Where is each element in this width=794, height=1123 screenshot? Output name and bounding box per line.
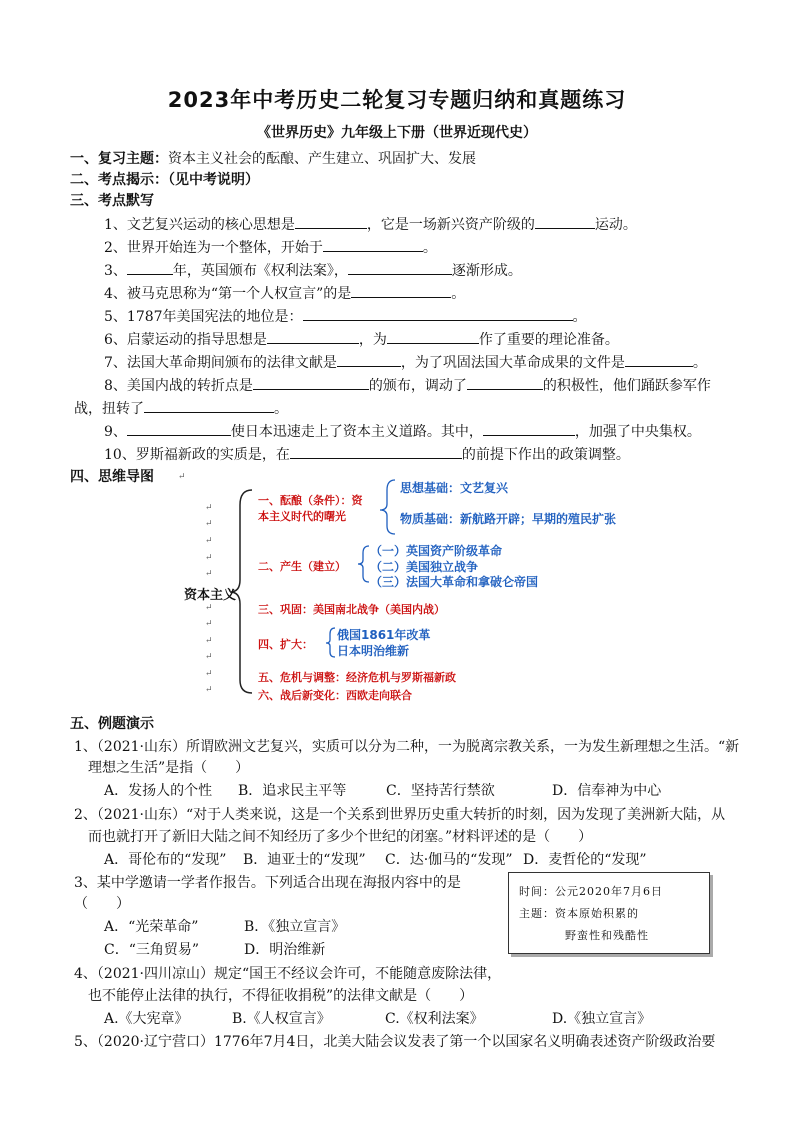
return-arrow-icon: ↵ (178, 472, 186, 482)
mindmap-brace-b4 (326, 628, 335, 657)
mindmap-b4-sub2: 日本明治维新 (337, 644, 410, 658)
return-arrow-icon: ↵ (205, 603, 213, 613)
mindmap-b4-sub1: 俄国1861年改革 (337, 628, 431, 642)
question-5: 5、（2020·辽宁营口）1776年7月4日，北美大陆会议发表了第一个以国家名义明确表述资产阶级政治要 (74, 1034, 716, 1050)
fill-item-2: 2、世界开始连为一个整体，开始于 。 (104, 237, 437, 257)
return-arrow-icon: ↵ (205, 569, 213, 579)
question-4-option-a[interactable]: A.《大宪章》 (104, 1011, 189, 1027)
question-1-option-d[interactable]: D．信奉神为中心 (552, 783, 662, 799)
mindmap-branch-4: 四、扩大： (258, 638, 313, 651)
section-1-heading: 一、复习主题： (70, 151, 168, 167)
mindmap-root: 资本主义 (184, 588, 237, 603)
fill-item-4: 4、被马克思称为“第一个人权宣言”的是 。 (104, 283, 465, 303)
return-arrow-icon: ↵ (205, 536, 213, 546)
fill-item-3: 3、 年，英国颁布《权利法案》， 逐渐形成。 (104, 260, 522, 280)
question-3: 3、某中学邀请一学者作报告。下列适合出现在海报内容中的是 (74, 875, 461, 891)
return-arrow-icon: ↵ (205, 553, 213, 563)
return-arrow-icon: ↵ (205, 519, 213, 529)
page-title: 2023年中考历史二轮复习专题归纳和真题练习 (167, 88, 627, 112)
question-1-cont: 理想之生活”是指（ ） (88, 760, 250, 776)
question-3-option-d[interactable]: D．明治维新 (244, 942, 326, 958)
question-1: 1、（2021·山东）所谓欧洲文艺复兴，实质可以分为二种，一为脱离宗教关系，一为发生新理想之生活。“新 (74, 739, 740, 755)
poster-box (508, 872, 710, 954)
question-2: 2、（2021·山东）“对于人类来说，这是一个关系到世界历史重大转折的时刻，因为发现了美洲新大陆，从 (74, 807, 726, 823)
question-1-option-a[interactable]: A．发扬人的个性 (104, 783, 213, 799)
fill-item-6: 6、启蒙运动的指导思想是 ，为 作了重要的理论准备。 (104, 329, 619, 349)
mindmap-branch-1: 一、酝酿（条件）：资 (258, 494, 363, 507)
return-arrow-icon: ↵ (205, 503, 213, 513)
fill-item-5: 5、1787年美国宪法的地位是： 。 (104, 306, 587, 326)
question-3-cont: （ ） (74, 896, 130, 912)
mindmap-brace-b1 (380, 480, 395, 534)
question-3-option-a[interactable]: A．“光荣革命” (104, 919, 199, 935)
page-subtitle: 《世界历史》九年级上下册（世界近现代史） (257, 125, 537, 141)
mindmap-branch-1-cont: 本主义时代的曙光 (258, 510, 346, 523)
question-4-option-b[interactable]: B.《人权宣言》 (232, 1011, 331, 1027)
fill-item-8: 8、美国内战的转折点是 的颁布，调动了 的积极性，他们踊跃参军作 (104, 375, 711, 395)
fill-item-9: 9、 使日本迅速走上了资本主义道路。其中， ，加强了中央集权。 (104, 421, 701, 441)
mindmap-b1-sub2: 物质基础：新航路开辟；早期的殖民扩张 (400, 512, 617, 526)
mindmap-branch-5: 五、危机与调整：经济危机与罗斯福新政 (258, 671, 456, 684)
section-1-body: 资本主义社会的酝酿、产生建立、巩固扩大、发展 (168, 151, 476, 167)
question-4-option-c[interactable]: C.《权利法案》 (385, 1011, 484, 1027)
poster-line-1: 时间：公元2020年7月6日 (519, 885, 663, 898)
question-1-option-b[interactable]: B．追求民主平等 (238, 783, 347, 799)
mindmap-b2-sub2: （二）美国独立战争 (370, 560, 479, 574)
return-arrow-icon: ↵ (205, 685, 213, 695)
section-2: 二、考点揭示：（见中考说明） (70, 172, 259, 188)
question-1-option-c[interactable]: C．坚持苦行禁欲 (386, 783, 495, 799)
fill-item-10: 10、罗斯福新政的实质是，在 的前提下作出的政策调整。 (104, 444, 630, 464)
mindmap-branch-3: 三、巩固：美国南北战争（美国内战） (258, 603, 445, 616)
section-4: 四、思维导图 (70, 469, 154, 485)
question-4-option-d[interactable]: D.《独立宣言》 (552, 1011, 652, 1027)
question-2-option-a[interactable]: A．哥伦布的“发现” (104, 852, 227, 868)
return-arrow-icon: ↵ (205, 619, 213, 629)
question-2-option-b[interactable]: B．迪亚士的“发现” (243, 852, 366, 868)
fill-item-1: 1、文艺复兴运动的核心思想是 ，它是一场新兴资产阶级的 运动。 (104, 214, 637, 234)
question-3-option-b[interactable]: B．《独立宣言》 (244, 919, 346, 935)
question-4: 4、（2021·四川凉山）规定“国王不经议会许可，不能随意废除法律， (74, 966, 502, 982)
poster-line-3: 野蛮性和残酷性 (565, 929, 649, 942)
mindmap-b2-sub1: （一）英国资产阶级革命 (370, 544, 503, 558)
mindmap-branch-6: 六、战后新变化：西欧走向联合 (258, 689, 412, 702)
question-2-option-c[interactable]: C．达·伽马的“发现” (385, 852, 513, 868)
question-2-cont: 而也就打开了新旧大陆之间不知经历了多少个世纪的闭塞。”材料评述的是（ ） (88, 829, 593, 845)
section-3: 三、考点默写 (70, 193, 154, 209)
fill-item-7: 7、法国大革命期间颁布的法律文献是 ，为了巩固法国大革命成果的文件是 。 (104, 352, 707, 372)
mindmap-b1-sub1: 思想基础：文艺复兴 (400, 481, 509, 495)
question-2-option-d[interactable]: D．麦哲伦的“发现” (523, 852, 647, 868)
return-arrow-icon: ↵ (205, 669, 213, 679)
poster-line-2: 主题：资本原始积累的 (519, 907, 639, 920)
mindmap-branch-2: 二、产生（建立） (258, 560, 346, 573)
mindmap-b2-sub3: （三）法国大革命和拿破仑帝国 (370, 575, 539, 589)
question-4-cont: 也不能停止法律的执行，不得征收捐税”的法律文献是（ ） (88, 988, 474, 1004)
section-5: 五、例题演示 (70, 716, 154, 732)
return-arrow-icon: ↵ (205, 652, 213, 662)
mindmap-brace-b2 (358, 546, 369, 582)
return-arrow-icon: ↵ (205, 636, 213, 646)
fill-item-8-cont: 战，扭转了 。 (74, 398, 288, 418)
question-3-option-c[interactable]: C．“三角贸易” (104, 942, 200, 958)
